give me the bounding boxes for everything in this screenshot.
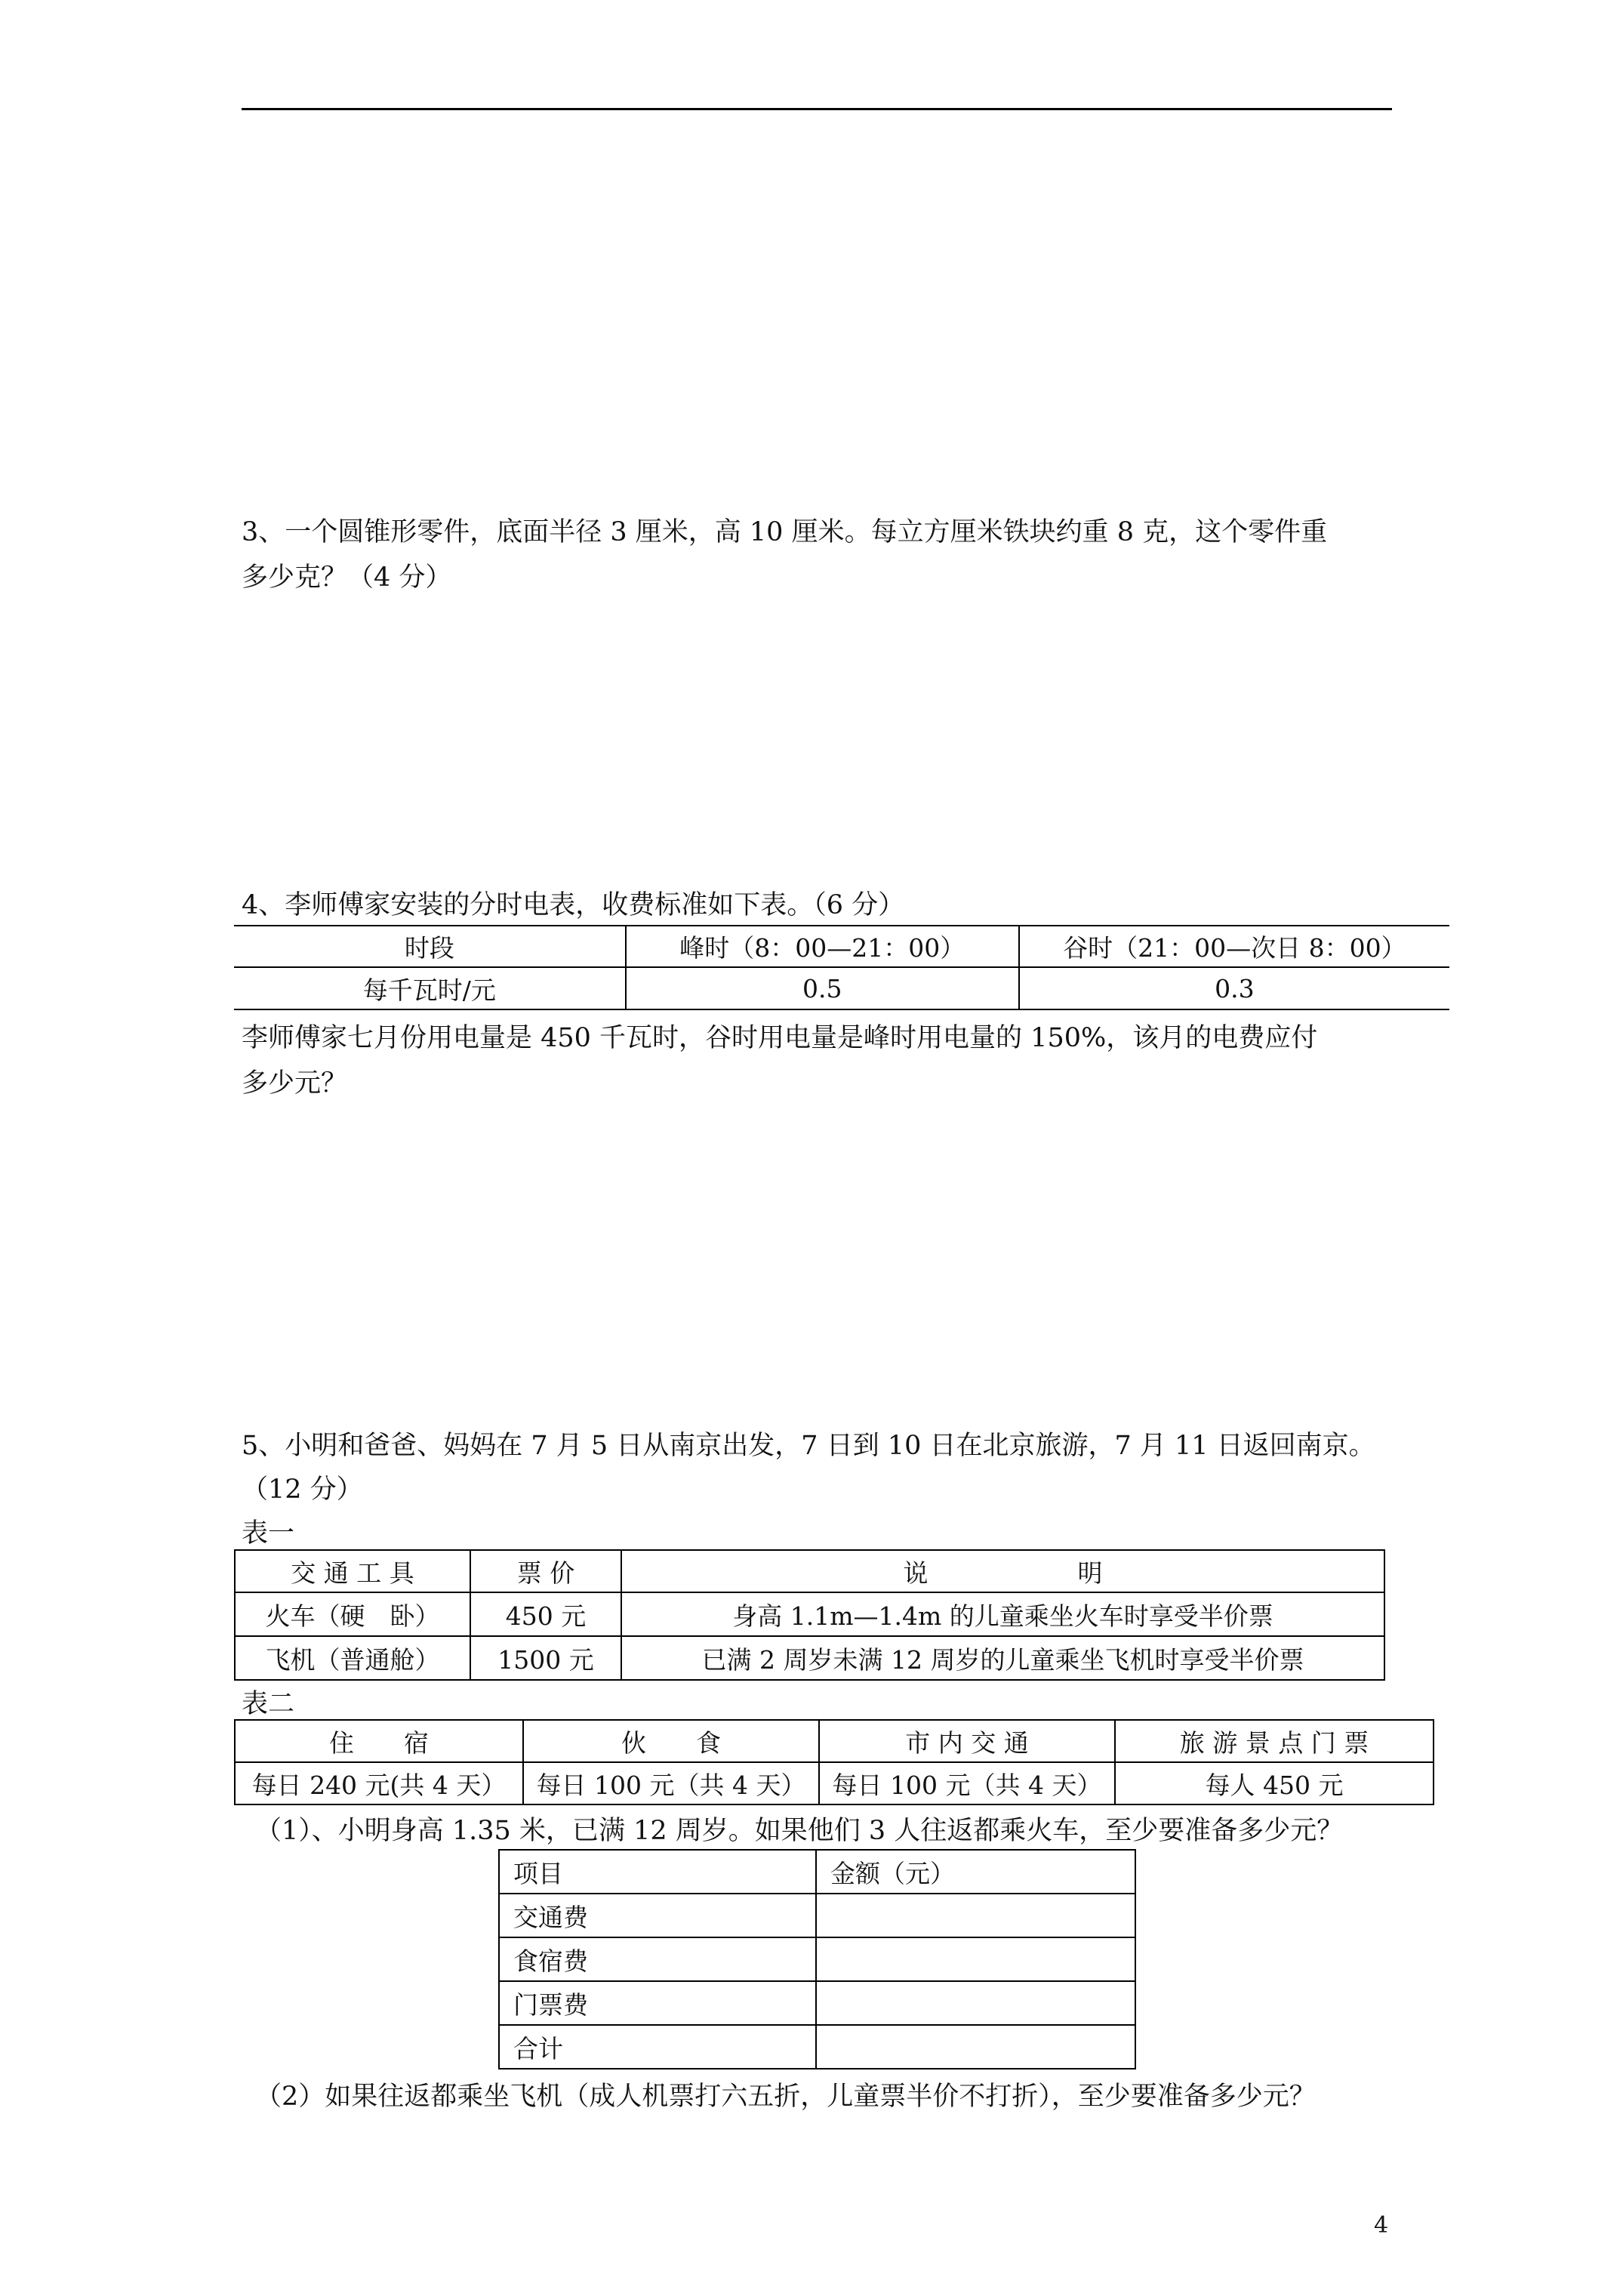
table-cell: 450 元 <box>470 1592 621 1636</box>
answer-cell[interactable] <box>816 1937 1135 1981</box>
table-cell: 飞机（普通舱） <box>235 1636 470 1680</box>
table-header-row <box>235 1720 1434 1762</box>
table-cell: 说 明 <box>621 1550 1384 1592</box>
table1-label: 表一 <box>242 1518 295 1549</box>
answer-cell[interactable] <box>816 1981 1135 2025</box>
table-cell: 交通费 <box>499 1894 816 1937</box>
table-cell: 身高 1.1m—1.4m 的儿童乘坐火车时享受半价票 <box>621 1592 1384 1636</box>
table2-label: 表二 <box>242 1689 295 1719</box>
table-cell: 每日 240 元(共 4 天） <box>235 1762 523 1804</box>
table-header-row <box>499 1850 1135 1894</box>
table-cell: 交 通 工 具 <box>235 1550 470 1592</box>
table-cell: 市 内 交 通 <box>819 1720 1115 1762</box>
table-cell: 谷时（21：00—次日 8：00） <box>1019 926 1449 967</box>
answer-cell[interactable] <box>816 2025 1135 2069</box>
q4-line1: 李师傅家七月份用电量是 450 千瓦时，谷时用电量是峰时用电量的 150%，该月的电费应付 <box>242 1023 1318 1053</box>
table-cell: 合计 <box>499 2025 816 2069</box>
q5-line1: 5、小明和爸爸、妈妈在 7 月 5 日从南京出发，7 日到 10 日在北京旅游，7 月 11 日返回南京。 <box>242 1431 1375 1461</box>
table-cell: 火车（硬 卧） <box>235 1592 470 1636</box>
table-cell: 旅 游 景 点 门 票 <box>1115 1720 1434 1762</box>
table-cell: 1500 元 <box>470 1636 621 1680</box>
q4-rate-table <box>234 925 1449 1010</box>
q5-line2: （12 分） <box>242 1475 363 1505</box>
table-cell: 峰时（8：00—21：00） <box>626 926 1019 967</box>
expense-table <box>234 1719 1434 1805</box>
table-cell: 伙 食 <box>523 1720 819 1762</box>
q3-line1: 3、一个圆锥形零件，底面半径 3 厘米，高 10 厘米。每立方厘米铁块约重 8 克，这个零件重 <box>242 517 1328 547</box>
cost-answer-table <box>498 1849 1136 2069</box>
table-row <box>499 1937 1135 1981</box>
table-cell: 每日 100 元（共 4 天） <box>523 1762 819 1804</box>
q4-intro: 4、李师傅家安装的分时电表，收费标准如下表。（6 分） <box>242 890 905 920</box>
table-cell: 每日 100 元（共 4 天） <box>819 1762 1115 1804</box>
table-cell: 住 宿 <box>235 1720 523 1762</box>
table-cell: 每千瓦时/元 <box>234 967 626 1009</box>
table-cell: 每人 450 元 <box>1115 1762 1434 1804</box>
answer-cell[interactable] <box>816 1894 1135 1937</box>
table-cell: 已满 2 周岁未满 12 周岁的儿童乘坐飞机时享受半价票 <box>621 1636 1384 1680</box>
page-number: 4 <box>1374 2212 1389 2239</box>
table-row <box>235 1636 1384 1680</box>
table-row <box>235 1762 1434 1804</box>
table-row <box>234 967 1449 1009</box>
table-cell: 票 价 <box>470 1550 621 1592</box>
table-row <box>235 1592 1384 1636</box>
table-row <box>499 1894 1135 1937</box>
q3-line2: 多少克？（4 分） <box>242 562 452 593</box>
table-cell: 0.5 <box>626 967 1019 1009</box>
q4-line2: 多少元？ <box>242 1068 348 1099</box>
table-cell: 项目 <box>499 1850 816 1894</box>
table-cell: 时段 <box>234 926 626 967</box>
transport-table <box>234 1549 1385 1681</box>
table-cell: 0.3 <box>1019 967 1449 1009</box>
table-header-row <box>235 1550 1384 1592</box>
header-rule <box>242 108 1392 110</box>
table-cell: 金额（元） <box>816 1850 1135 1894</box>
q5-sub1: （1）、小明身高 1.35 米，已满 12 周岁。如果他们 3 人往返都乘火车，至少要准备多少元？ <box>255 1816 1344 1846</box>
table-header-row <box>234 926 1449 967</box>
table-row <box>499 1981 1135 2025</box>
q5-sub2: （2）如果往返都乘坐飞机（成人机票打六五折，儿童票半价不打折），至少要准备多少元？ <box>255 2082 1316 2112</box>
table-row <box>499 2025 1135 2069</box>
table-cell: 食宿费 <box>499 1937 816 1981</box>
table-cell: 门票费 <box>499 1981 816 2025</box>
